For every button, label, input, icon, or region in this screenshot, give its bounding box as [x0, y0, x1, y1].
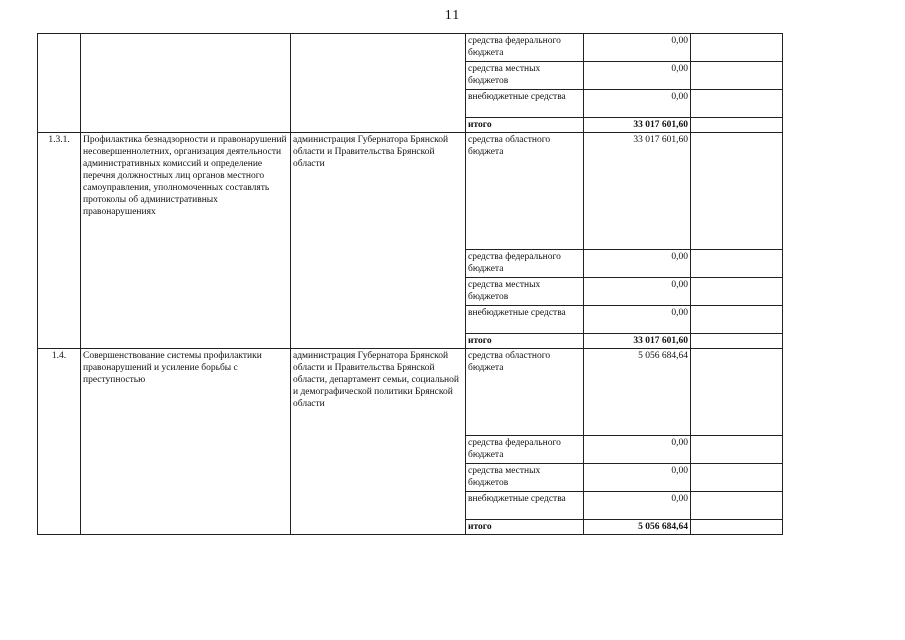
total-amount-cell: 33 017 601,60	[584, 334, 691, 349]
source-cell: средства федерального бюджета	[466, 436, 584, 464]
amount-cell: 0,00	[584, 34, 691, 62]
amount-cell: 0,00	[584, 62, 691, 90]
total-label-cell: итого	[466, 520, 584, 535]
amount-cell: 0,00	[584, 306, 691, 334]
empty-cell	[691, 133, 783, 250]
source-cell: средства областного бюджета	[466, 349, 584, 436]
total-label-cell: итого	[466, 118, 584, 133]
amount-cell: 0,00	[584, 464, 691, 492]
source-cell: средства местных бюджетов	[466, 62, 584, 90]
amount-cell: 0,00	[584, 278, 691, 306]
amount-cell: 5 056 684,64	[584, 349, 691, 436]
amount-cell: 0,00	[584, 90, 691, 118]
executor-cell: администрация Губернатора Брянской области и Правительства Брянской области	[291, 133, 466, 349]
executor-cell: администрация Губернатора Брянской области и Правительства Брянской области, департамент семьи, социальной и демографической политики Брянской области	[291, 349, 466, 535]
amount-cell: 33 017 601,60	[584, 133, 691, 250]
total-amount-cell: 33 017 601,60	[584, 118, 691, 133]
source-cell: внебюджетные средства	[466, 492, 584, 520]
empty-cell	[691, 250, 783, 278]
table-row	[38, 349, 783, 436]
source-cell: средства местных бюджетов	[466, 278, 584, 306]
empty-cell	[691, 118, 783, 133]
empty-cell	[691, 492, 783, 520]
table-row	[38, 133, 783, 250]
amount-cell: 0,00	[584, 436, 691, 464]
executor-cell	[291, 34, 466, 133]
total-amount-cell: 5 056 684,64	[584, 520, 691, 535]
empty-cell	[691, 520, 783, 535]
empty-cell	[691, 464, 783, 492]
source-cell: средства областного бюджета	[466, 133, 584, 250]
amount-cell: 0,00	[584, 492, 691, 520]
empty-cell	[691, 62, 783, 90]
number-cell: 1.4.	[38, 349, 81, 535]
budget-table	[37, 33, 783, 535]
empty-cell	[691, 90, 783, 118]
number-cell	[38, 34, 81, 133]
source-cell: внебюджетные средства	[466, 306, 584, 334]
title-cell: Совершенствование системы профилактики правонарушений и усиление борьбы с преступностью	[81, 349, 291, 535]
empty-cell	[691, 436, 783, 464]
source-cell: средства федерального бюджета	[466, 250, 584, 278]
total-label-cell: итого	[466, 334, 584, 349]
empty-cell	[691, 349, 783, 436]
empty-cell	[691, 306, 783, 334]
number-cell: 1.3.1.	[38, 133, 81, 349]
source-cell: средства местных бюджетов	[466, 464, 584, 492]
table-row	[38, 34, 783, 62]
amount-cell: 0,00	[584, 250, 691, 278]
title-cell	[81, 34, 291, 133]
empty-cell	[691, 334, 783, 349]
source-cell: внебюджетные средства	[466, 90, 584, 118]
source-cell: средства федерального бюджета	[466, 34, 584, 62]
title-cell: Профилактика безнадзорности и правонарушений несовершеннолетних, организация деятельности административных комиссий и определение перечня должностных лиц органов местного самоуправления, уполномоченных составлять протоколы об административных правонарушениях	[81, 133, 291, 349]
empty-cell	[691, 278, 783, 306]
page-number: 11	[444, 8, 461, 23]
empty-cell	[691, 34, 783, 62]
